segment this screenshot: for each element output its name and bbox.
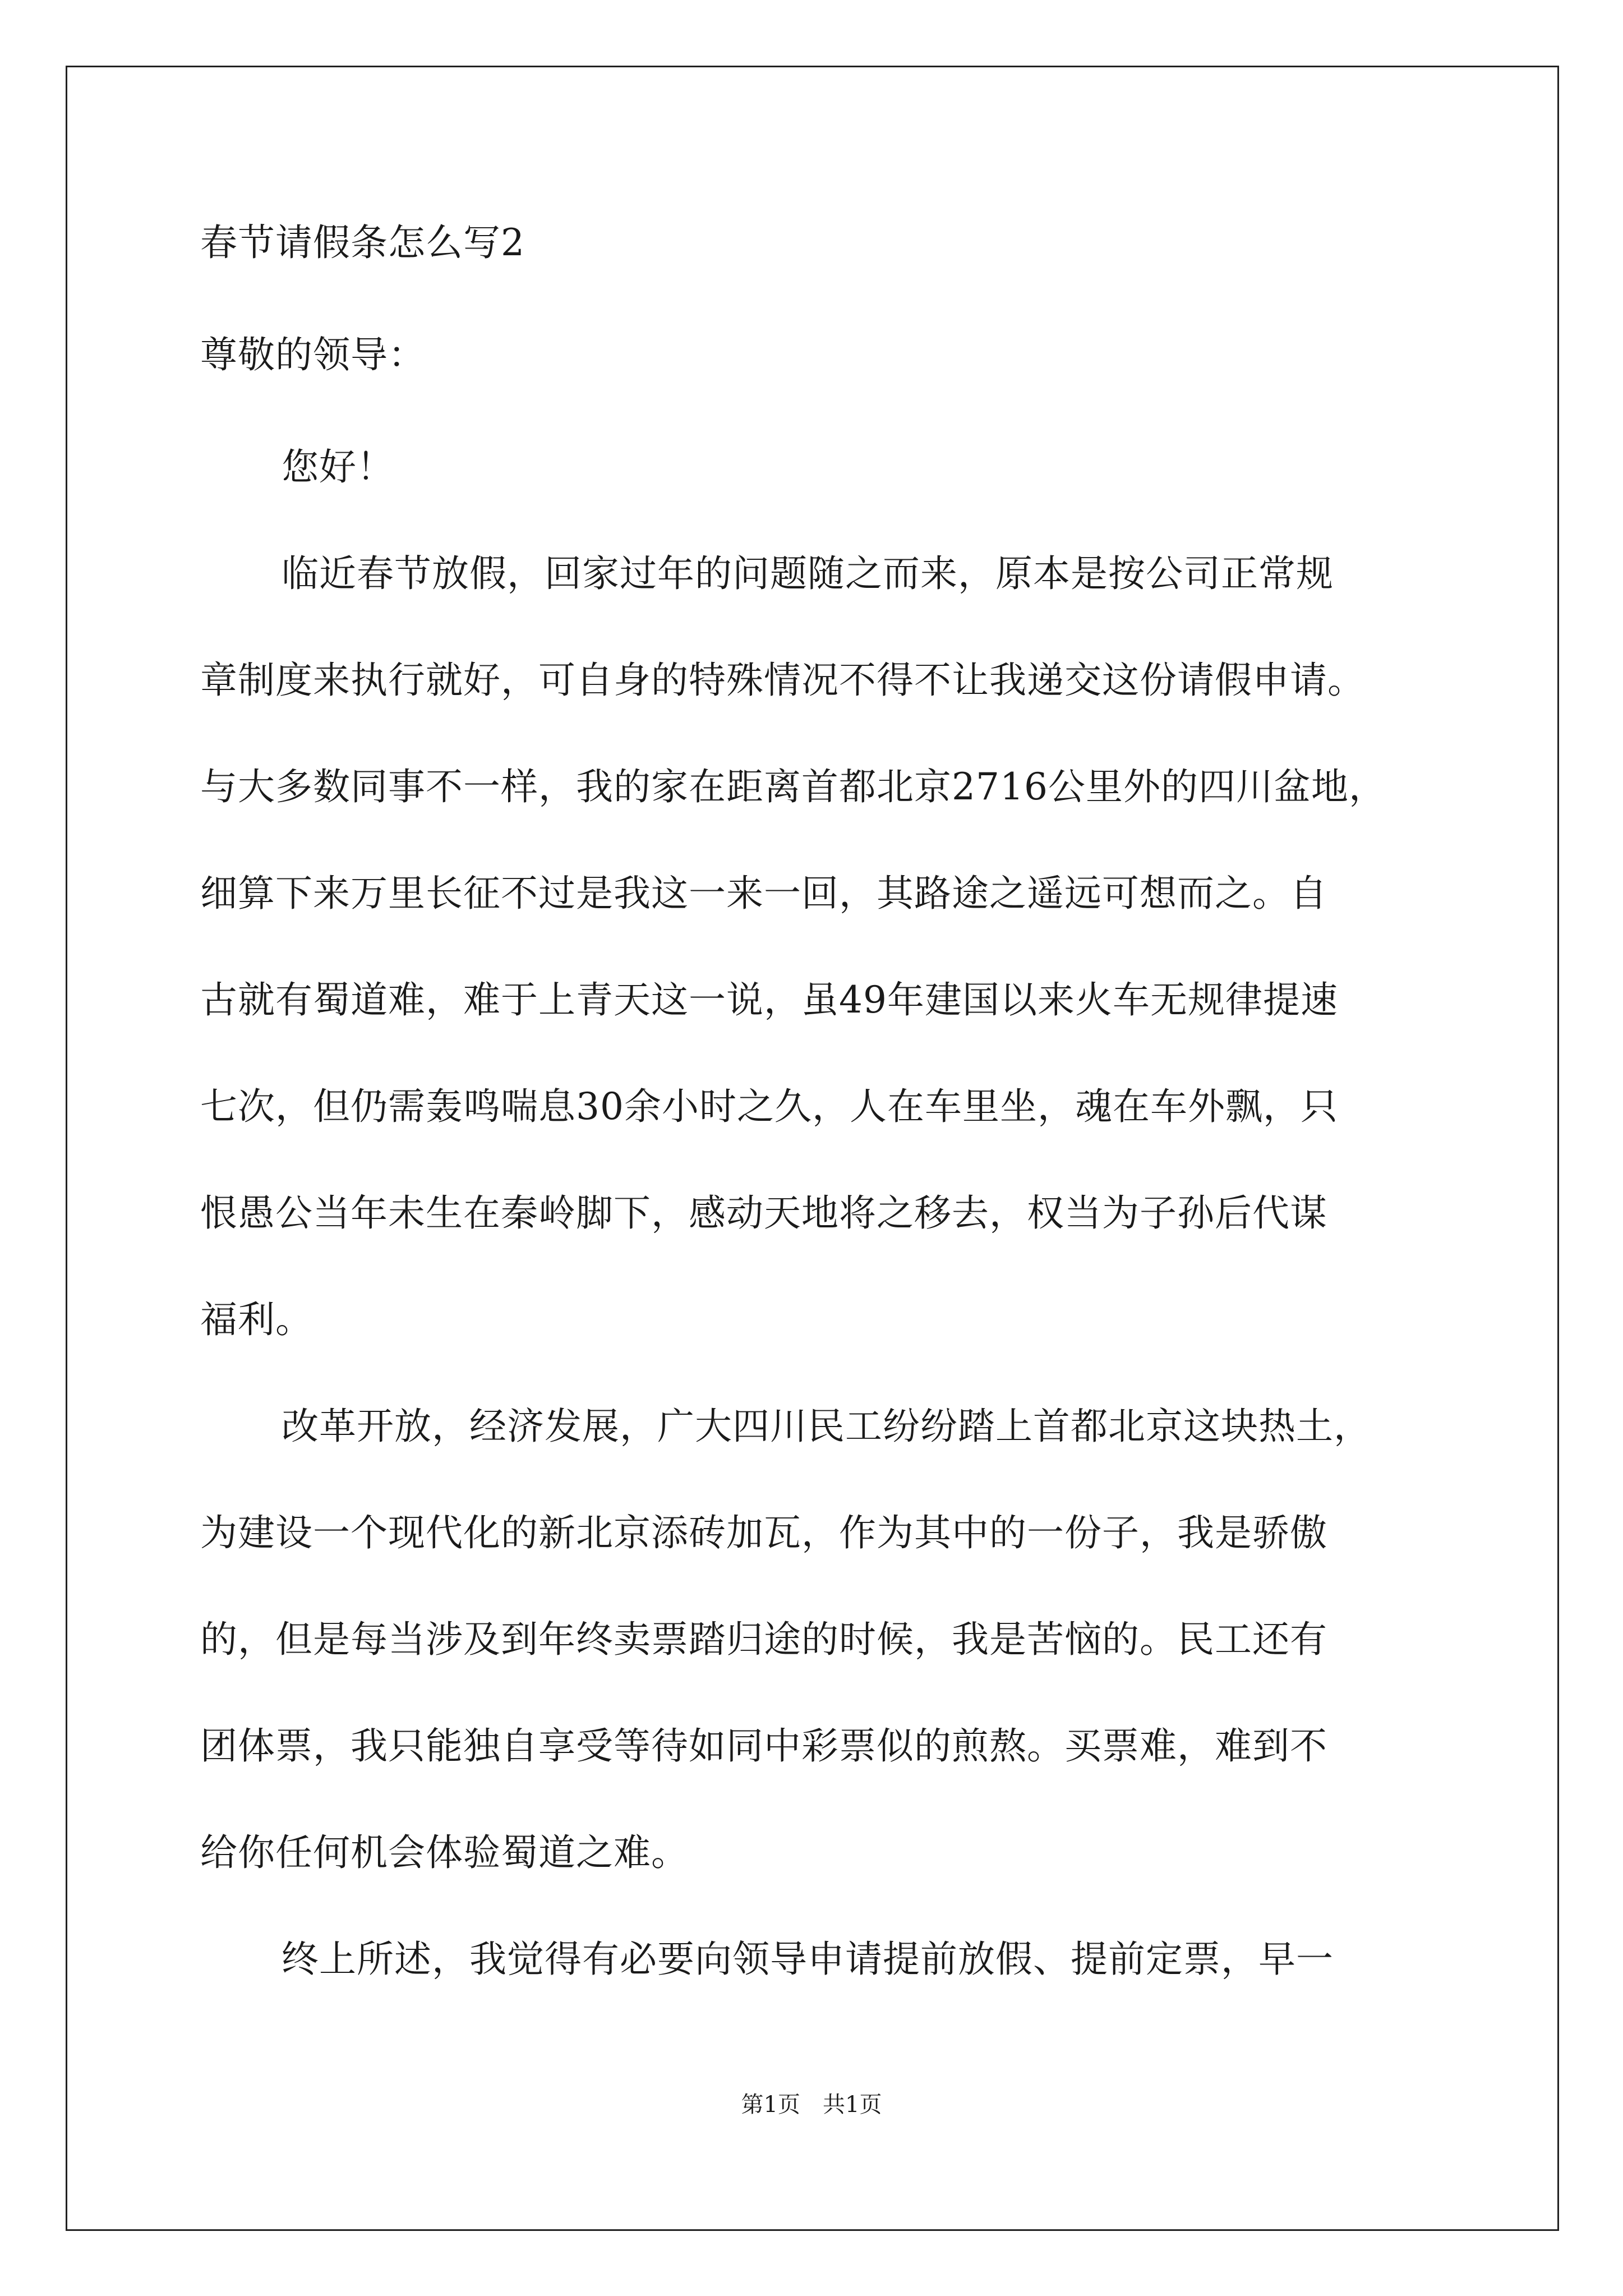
page-border [66, 66, 1559, 2231]
paragraph-line: 的，但是每当涉及到年终卖票踏归途的时候，我是苦恼的。民工还有 [200, 1618, 1327, 1661]
paragraph-line: 古就有蜀道难，难于上青天这一说，虽49年建国以来火车无规律提速 [200, 978, 1338, 1022]
paragraph-line: 细算下来万里长征不过是我这一来一回，其路途之遥远可想而之。自 [200, 872, 1327, 915]
paragraph-line: 七次，但仍需轰鸣喘息30余小时之久，人在车里坐，魂在车外飘，只 [200, 1085, 1338, 1128]
paragraph-line: 与大多数同事不一样，我的家在距离首都北京2716公里外的四川盆地， [200, 765, 1386, 808]
paragraph-line: 改革开放，经济发展，广大四川民工纷纷踏上首都北京这块热土， [282, 1405, 1371, 1448]
salutation: 尊敬的领导： [200, 333, 426, 376]
paragraph-line: 福利。 [200, 1298, 313, 1341]
greeting: 您好！ [282, 445, 394, 489]
paragraph-line: 恨愚公当年未生在秦岭脚下，感动天地将之移去，权当为子孙后代谋 [200, 1191, 1327, 1235]
paragraph-line: 临近春节放假，回家过年的问题随之而来，原本是按公司正常规 [282, 552, 1334, 595]
paragraph-line: 给你任何机会体验蜀道之难。 [200, 1831, 689, 1874]
paragraph-line: 章制度来执行就好，可自身的特殊情况不得不让我递交这份请假申请。 [200, 659, 1365, 702]
page-footer: 第1页 共1页 [741, 2092, 882, 2118]
paragraph-line: 团体票，我只能独自享受等待如同中彩票似的煎熬。买票难，难到不 [200, 1724, 1327, 1768]
document-title: 春节请假条怎么写2 [200, 221, 525, 264]
paragraph-line: 终上所述，我觉得有必要向领导申请提前放假、提前定票，早一 [282, 1938, 1334, 1981]
paragraph-line: 为建设一个现代化的新北京添砖加瓦，作为其中的一份子，我是骄傲 [200, 1511, 1327, 1554]
